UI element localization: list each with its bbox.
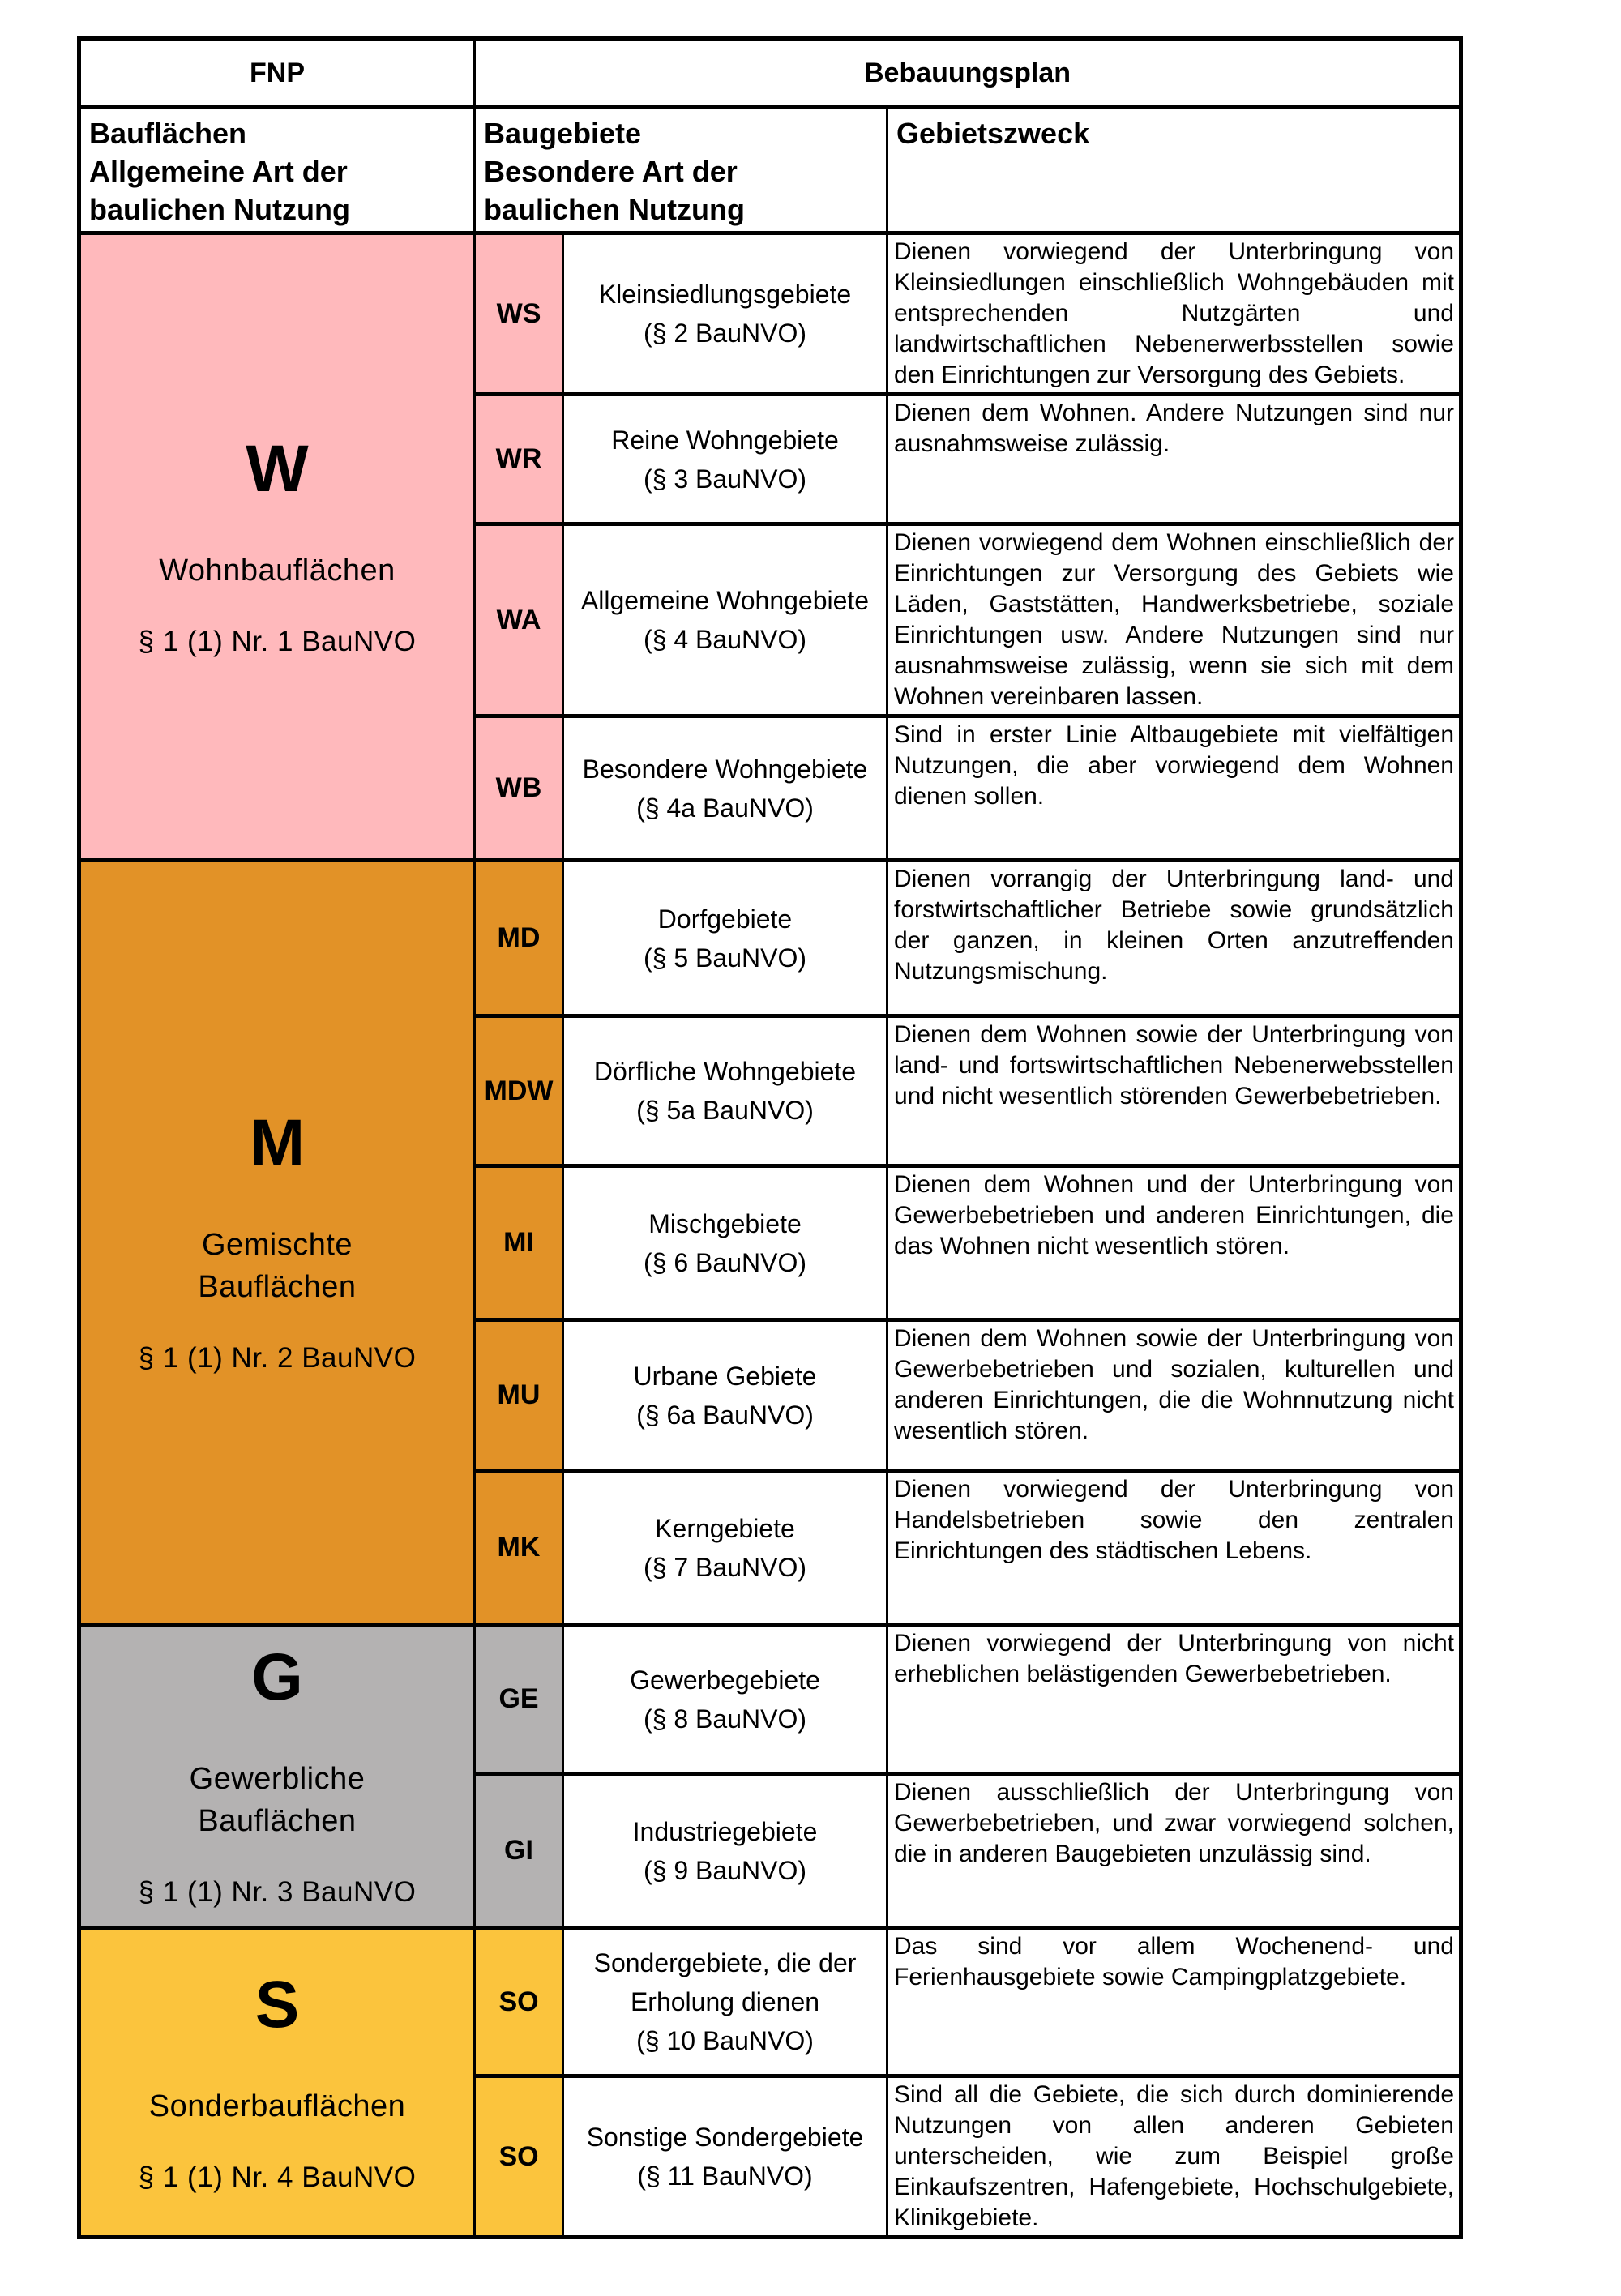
name-cell-so1 bbox=[563, 1928, 887, 2076]
bauflaechen-subheader-line1: Bauflächen bbox=[89, 117, 247, 150]
code-cell-wb: WB bbox=[475, 716, 563, 861]
section-g-name: Gewerbliche Bauflächen bbox=[189, 1761, 366, 1838]
ref-wa: (§ 4 BauNVO) bbox=[644, 625, 806, 654]
zweck-cell-so1: Das sind vor allem Wochenend- und Ferienhausgebiete sowie Campingplatzgebiete. bbox=[887, 1928, 1461, 2076]
name-cell-md bbox=[563, 861, 887, 1016]
gebietszweck-subheader-cell bbox=[887, 108, 1461, 233]
name-cell-mk bbox=[563, 1471, 887, 1625]
ref-mdw: (§ 5a BauNVO) bbox=[636, 1096, 814, 1125]
name-so1: Sondergebiete, die der Erholung dienen bbox=[593, 1948, 857, 2016]
table-row-ws bbox=[79, 233, 1461, 395]
section-w-letter: W bbox=[246, 431, 309, 506]
code-cell-wr: WR bbox=[475, 395, 563, 524]
bebauungsplan-header-label: Bebauungsplan bbox=[863, 57, 1071, 88]
name-cell-wb bbox=[563, 716, 887, 861]
name-mk: Kerngebiete bbox=[655, 1513, 795, 1543]
code-cell-mdw: MDW bbox=[475, 1016, 563, 1166]
ref-mi: (§ 6 BauNVO) bbox=[644, 1247, 806, 1277]
name-md: Dorfgebiete bbox=[657, 904, 793, 934]
ref-wr: (§ 3 BauNVO) bbox=[644, 464, 806, 494]
name-cell-wr bbox=[563, 395, 887, 524]
name-wr: Reine Wohngebiete bbox=[611, 425, 839, 455]
gebietszweck-subheader-label: Gebietszweck bbox=[896, 117, 1090, 150]
section-cell-g bbox=[79, 1625, 475, 1928]
header-row-1 bbox=[79, 39, 1461, 108]
section-m-ref: § 1 (1) Nr. 2 BauNVO bbox=[138, 1342, 417, 1374]
ref-so1: (§ 10 BauNVO) bbox=[636, 2026, 814, 2055]
zweck-cell-wb: Sind in erster Linie Altbaugebiete mit vielfältigen Nutzungen, die aber vorwiegend dem Wohnen dienen sollen. bbox=[887, 716, 1461, 861]
baugebiete-subheader-line2: Besondere Art der baulichen Nutzung bbox=[484, 155, 745, 226]
zweck-cell-md: Dienen vorrangig der Unterbringung land- und forstwirtschaftlicher Betriebe sowie grundsätzlich der ganzen, in kleinen Orten anzutreffenden Nutzungsmischung. bbox=[887, 861, 1461, 1016]
zweck-cell-wr: Dienen dem Wohnen. Andere Nutzungen sind nur ausnahmsweise zulässig. bbox=[887, 395, 1461, 524]
name-cell-ge bbox=[563, 1625, 887, 1774]
section-s-name: Sonderbauflächen bbox=[148, 2089, 406, 2123]
code-cell-ge: GE bbox=[475, 1625, 563, 1774]
name-gi: Industriegebiete bbox=[632, 1816, 818, 1846]
section-m-name: Gemischte Bauflächen bbox=[198, 1228, 357, 1304]
name-ge: Gewerbegebiete bbox=[630, 1665, 820, 1695]
code-cell-mu: MU bbox=[475, 1320, 563, 1471]
zweck-cell-mdw: Dienen dem Wohnen sowie der Unterbringung von land- und fortswirtschaftlichen Nebenerwebsstellen und nicht wesentlich störenden Gewerbebetrieben. bbox=[887, 1016, 1461, 1166]
name-cell-mi bbox=[563, 1166, 887, 1320]
baugebiete-subheader-cell bbox=[475, 108, 887, 233]
table-row-so1 bbox=[79, 1928, 1461, 2076]
section-w-content bbox=[81, 431, 473, 658]
zweck-cell-ws: Dienen vorwiegend der Unterbringung von Kleinsiedlungen einschließlich Wohngebäuden mit entsprechenden Nutzgärten und landwirtschaftlichen Nebenerwerbsstellen sowie den Einrichtungen zur Versorgung des Gebiets. bbox=[887, 233, 1461, 395]
ref-mk: (§ 7 BauNVO) bbox=[644, 1552, 806, 1582]
section-cell-m bbox=[79, 861, 475, 1625]
name-cell-gi bbox=[563, 1774, 887, 1928]
name-wa: Allgemeine Wohngebiete bbox=[580, 586, 870, 615]
ref-ge: (§ 8 BauNVO) bbox=[644, 1704, 806, 1734]
section-m-letter: M bbox=[249, 1106, 306, 1180]
name-cell-mu bbox=[563, 1320, 887, 1471]
zweck-cell-so2: Sind all die Gebiete, die sich durch dominierende Nutzungen von allen anderen Gebieten unterscheiden, wie zum Beispiel große Einkaufszentren, Hafengebiete, Hochschulgebiete, Klinikgebiete. bbox=[887, 2076, 1461, 2238]
fnp-header-cell bbox=[79, 39, 475, 108]
section-g-content bbox=[81, 1640, 473, 1909]
name-wb: Besondere Wohngebiete bbox=[582, 754, 868, 784]
landuse-table bbox=[77, 36, 1463, 2239]
ref-ws: (§ 2 BauNVO) bbox=[644, 319, 806, 348]
zweck-cell-gi: Dienen ausschließlich der Unterbringung von Gewerbebetrieben, und zwar vorwiegend solchen, die in anderen Baugebieten unzulässig sind. bbox=[887, 1774, 1461, 1928]
ref-gi: (§ 9 BauNVO) bbox=[644, 1855, 806, 1885]
zweck-cell-ge: Dienen vorwiegend der Unterbringung von nicht erheblichen belästigenden Gewerbebetrieben. bbox=[887, 1625, 1461, 1774]
section-s-content bbox=[81, 1967, 473, 2194]
section-s-ref: § 1 (1) Nr. 4 BauNVO bbox=[138, 2161, 417, 2193]
code-cell-so2: SO bbox=[475, 2076, 563, 2238]
section-g-letter: G bbox=[251, 1640, 303, 1714]
header-row-2 bbox=[79, 108, 1461, 233]
ref-so2: (§ 11 BauNVO) bbox=[637, 2161, 813, 2191]
zweck-cell-mk: Dienen vorwiegend der Unterbringung von Handelsbetrieben sowie den zentralen Einrichtungen des städtischen Lebens. bbox=[887, 1471, 1461, 1625]
code-cell-wa: WA bbox=[475, 524, 563, 716]
section-w-name: Wohnbauflächen bbox=[159, 553, 396, 588]
name-cell-wa bbox=[563, 524, 887, 716]
name-cell-ws bbox=[563, 233, 887, 395]
zweck-cell-mu: Dienen dem Wohnen sowie der Unterbringung von Gewerbebetrieben und sozialen, kulturellen und anderen Einrichtungen, die die Wohnnutzung nicht wesentlich stören. bbox=[887, 1320, 1461, 1471]
name-ws: Kleinsiedlungsgebiete bbox=[598, 280, 852, 309]
section-m-content bbox=[81, 1106, 473, 1375]
zweck-cell-wa: Dienen vorwiegend dem Wohnen einschließlich der Einrichtungen zur Versorgung des Gebiets wie Läden, Gaststätten, Handwerksbetriebe, soziale Einrichtungen usw. Andere Nutzungen sind nur ausnahmsweise zulässig, wenn sie sich mit dem Wohnen vereinbaren lassen. bbox=[887, 524, 1461, 716]
section-g-ref: § 1 (1) Nr. 3 BauNVO bbox=[138, 1875, 417, 1908]
code-cell-gi: GI bbox=[475, 1774, 563, 1928]
baugebiete-subheader-line1: Baugebiete bbox=[484, 117, 642, 150]
section-cell-w bbox=[79, 233, 475, 861]
bauflaechen-subheader-cell bbox=[79, 108, 475, 233]
fnp-header-label: FNP bbox=[250, 57, 305, 88]
code-cell-mi: MI bbox=[475, 1166, 563, 1320]
name-mdw: Dörfliche Wohngebiete bbox=[593, 1057, 857, 1086]
bebauungsplan-header-cell bbox=[475, 39, 1461, 108]
name-mu: Urbane Gebiete bbox=[633, 1361, 817, 1391]
code-cell-so1: SO bbox=[475, 1928, 563, 2076]
code-cell-md: MD bbox=[475, 861, 563, 1016]
code-cell-mk: MK bbox=[475, 1471, 563, 1625]
section-cell-s bbox=[79, 1928, 475, 2238]
ref-mu: (§ 6a BauNVO) bbox=[636, 1400, 814, 1430]
code-cell-ws: WS bbox=[475, 233, 563, 395]
bauflaechen-subheader-line2: Allgemeine Art der baulichen Nutzung bbox=[89, 155, 350, 226]
section-w-ref: § 1 (1) Nr. 1 BauNVO bbox=[138, 625, 417, 657]
name-cell-mdw bbox=[563, 1016, 887, 1166]
section-s-letter: S bbox=[254, 1967, 300, 2042]
table-row-ge bbox=[79, 1625, 1461, 1774]
zweck-cell-mi: Dienen dem Wohnen und der Unterbringung von Gewerbebetrieben und anderen Einrichtungen, die das Wohnen nicht wesentlich stören. bbox=[887, 1166, 1461, 1320]
name-mi: Mischgebiete bbox=[648, 1208, 802, 1238]
ref-md: (§ 5 BauNVO) bbox=[644, 943, 806, 973]
table-row-md bbox=[79, 861, 1461, 1016]
ref-wb: (§ 4a BauNVO) bbox=[636, 793, 814, 823]
name-cell-so2 bbox=[563, 2076, 887, 2238]
name-so2: Sonstige Sondergebiete bbox=[586, 2123, 864, 2152]
